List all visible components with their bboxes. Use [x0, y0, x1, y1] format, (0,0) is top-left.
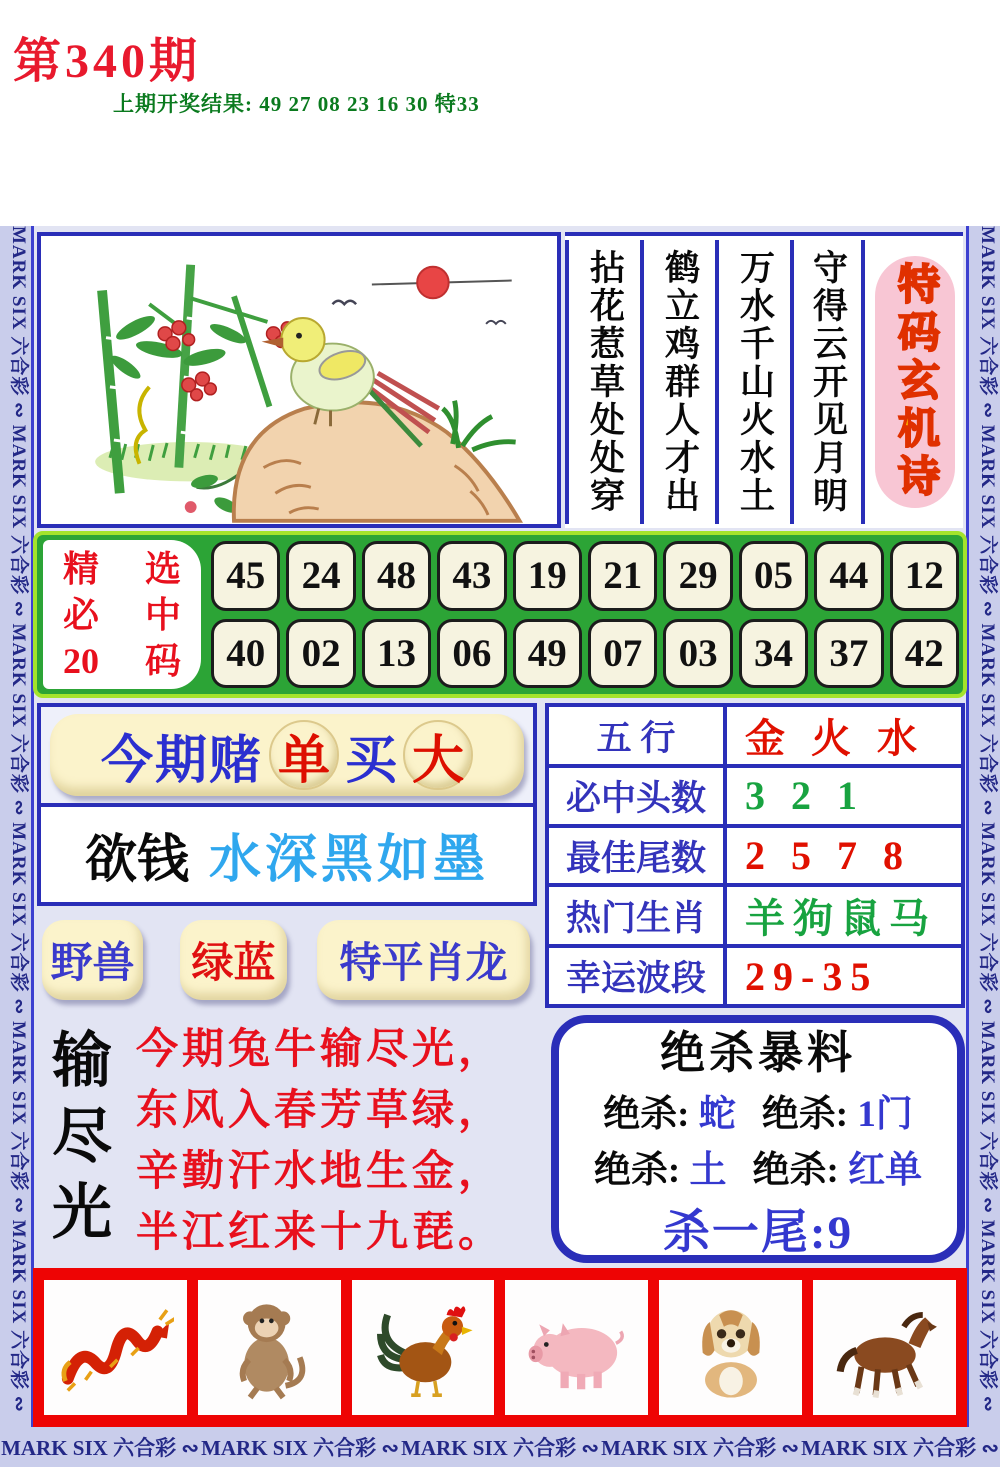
yuqian-text: 水深黑如墨: [209, 832, 490, 889]
code-tile: 45: [211, 541, 280, 611]
code-tile: 37: [814, 619, 883, 689]
code-tile: 29: [663, 541, 732, 611]
zodiac-monkey-image: [198, 1280, 341, 1415]
poem-line: 今期兔牛输尽光，: [136, 1027, 505, 1073]
code-tile: 48: [362, 541, 431, 611]
poem-column-1: 守得云开见月明: [790, 240, 865, 524]
zodiac-horse-image: [813, 1280, 956, 1415]
last-draw-result: 上期开奖结果: 49 27 08 23 16 30 特33: [113, 92, 480, 116]
yuqian-label: 欲钱: [84, 832, 189, 889]
brand-text: MARK SIX 六合彩 ∾: [601, 1436, 799, 1460]
shujinguang-title: [52, 1030, 112, 1244]
poem-column-3: 鹤立鸡群人才出: [640, 240, 715, 524]
bet-odd-circle: 单: [269, 720, 339, 790]
yuqian-row: [41, 807, 533, 902]
left-brand-strip-text: MARK SIX 六合彩 ∾ MARK SIX 六合彩 ∾ MARK SIX 六合彩 ∾ MARK SIX 六合彩 ∾ MARK SIX 六合彩 ∾ MARK SIX 六合彩 ∾: [8, 226, 29, 1413]
prediction-row: [549, 948, 961, 1004]
poem-column-2: 万水千山火水土: [715, 240, 790, 524]
shujinguang-char: 光: [52, 1180, 112, 1246]
code-tile: 43: [437, 541, 506, 611]
bet-advice-box: [37, 703, 537, 906]
mystic-poem-panel: [565, 232, 963, 528]
shujinguang-char: 输: [52, 1028, 112, 1094]
code-tile: 02: [286, 619, 355, 689]
code-tile: 13: [362, 619, 431, 689]
code-tile: 12: [890, 541, 959, 611]
brand-text: MARK SIX 六合彩 ∾: [801, 1436, 999, 1460]
poem-column-4: 拈花惹草处处穿: [565, 240, 640, 524]
mystic-poem-title-pill: 特码玄机诗: [875, 256, 955, 508]
hint-pill-greenblue: 绿蓝: [180, 920, 287, 1000]
prediction-label: 必中头数: [549, 768, 727, 824]
picked-codes-grid: [209, 539, 961, 690]
hint-pill-zodiac-dragon: 特平肖龙: [317, 920, 530, 1000]
prediction-row: [549, 768, 961, 828]
prediction-value: 金 火 水: [745, 716, 925, 761]
zodiac-dog-image: [659, 1280, 802, 1415]
bottom-brand-bar: [0, 1427, 1000, 1467]
bet-prefix: 今期赌: [100, 732, 263, 790]
prediction-table: [545, 703, 965, 1008]
poem-line: 东风入春芳草绿，: [136, 1088, 505, 1134]
code-tile: 49: [513, 619, 582, 689]
code-tile: 03: [663, 619, 732, 689]
prediction-value: 3 2 1: [745, 773, 865, 819]
poem-line: 半江红来十九琵。: [136, 1210, 505, 1256]
juesha-line-1: 绝杀: 蛇 绝杀: 1门: [603, 1094, 913, 1135]
shujinguang-poem: [136, 1020, 504, 1264]
bet-big-circle: 大: [403, 720, 473, 790]
bet-advice-row: [41, 707, 533, 807]
code-tile: 21: [588, 541, 657, 611]
poem-line: 辛勤汗水地生金，: [136, 1149, 505, 1195]
code-tile: 06: [437, 619, 506, 689]
code-tile: 24: [286, 541, 355, 611]
hint-pill-beast: 野兽: [42, 920, 143, 1000]
issue-title: 第340期: [13, 35, 202, 88]
bet-advice-pill: [50, 714, 524, 796]
right-brand-strip-text: MARK SIX 六合彩 ∾ MARK SIX 六合彩 ∾ MARK SIX 六合彩 ∾ MARK SIX 六合彩 ∾ MARK SIX 六合彩 ∾ MARK SIX 六合彩 ∾: [977, 226, 998, 1413]
prediction-value: 羊狗鼠马: [745, 896, 937, 942]
code-tile: 34: [739, 619, 808, 689]
brand-text: MARK SIX 六合彩 ∾: [201, 1436, 399, 1460]
zodiac-animal-strip: [33, 1268, 967, 1427]
prediction-value: 2 5 7 8: [745, 833, 911, 878]
prediction-row: [549, 707, 961, 768]
shujinguang-char: 尽: [52, 1104, 112, 1170]
prediction-label: 五 行: [549, 707, 727, 764]
prediction-label: 热门生肖: [549, 887, 727, 944]
code-tile: 07: [588, 619, 657, 689]
picked-codes-label: 精 选 必 中 20 码: [43, 540, 201, 689]
bird-on-rock-drawing: [41, 236, 557, 524]
code-tile: 40: [211, 619, 280, 689]
prediction-row: [549, 828, 961, 888]
bird-illustration: [37, 232, 561, 528]
left-brand-strip: [0, 226, 34, 1427]
prediction-label: 幸运波段: [549, 948, 727, 1004]
juesha-line-2: 绝杀: 土 绝杀: 红单: [593, 1150, 923, 1191]
prediction-row: [549, 887, 961, 948]
right-brand-strip: [966, 226, 1000, 1427]
code-tile: 42: [890, 619, 959, 689]
prediction-value: 29-35: [745, 953, 879, 999]
prediction-label: 最佳尾数: [549, 828, 727, 884]
code-tile: 05: [739, 541, 808, 611]
brand-text: MARK SIX 六合彩 ∾: [401, 1436, 599, 1460]
sun-icon: [417, 267, 449, 299]
code-tile: 19: [513, 541, 582, 611]
code-tile: 44: [814, 541, 883, 611]
brand-text: MARK SIX 六合彩 ∾: [1, 1436, 199, 1460]
zodiac-pig-image: [505, 1280, 648, 1415]
bet-buy: 买: [345, 732, 398, 790]
juesha-tail: 杀一尾:9: [662, 1207, 854, 1259]
picked-codes-panel: [33, 531, 967, 698]
zodiac-rooster-image: [352, 1280, 495, 1415]
juesha-panel: [551, 1015, 965, 1263]
zodiac-dragon-image: [44, 1280, 187, 1415]
juesha-title: 绝杀暴料: [659, 1028, 856, 1078]
